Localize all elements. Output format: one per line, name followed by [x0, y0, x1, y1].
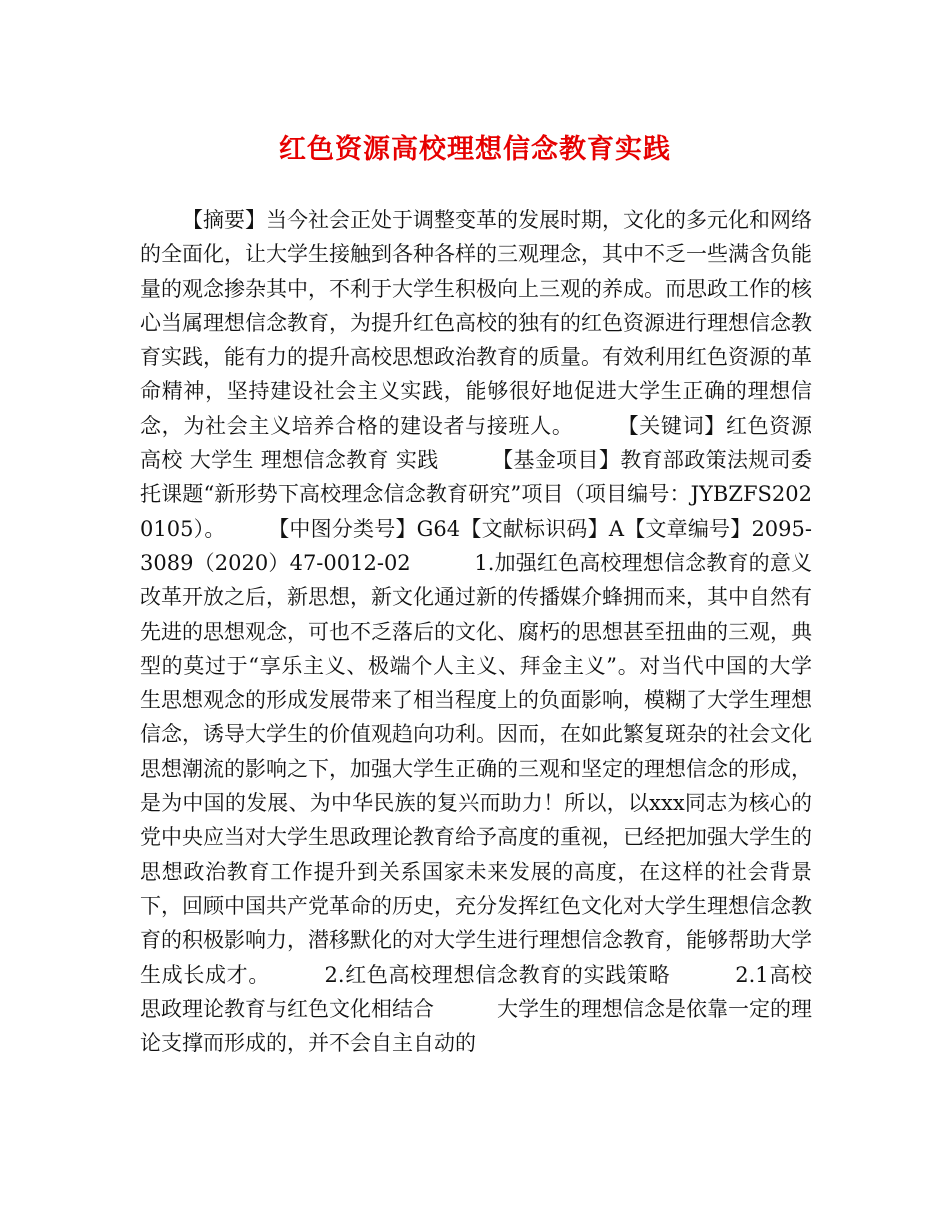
document-title: 红色资源高校理想信念教育实践 [279, 134, 671, 165]
document-body: 【摘要】当今社会正处于调整变革的发展时期，文化的多元化和网络的全面化，让大学生接触到各种各样的三观理念，其中不乏一些满含负能量的观念掺杂其中，不利于大学生积极向上三观的养成。而思政工作的核心当属理想信念教育，为提升红色高校的独有的红色资源进行理想信念教育实践，能有力的提升高校思想政治教育的质量。有效利用红色资源的革命精神，坚持建设社会主义实践，能够很好地促进大学生正确的理想信念，为社会主义培养合格的建设者与接班人。 【关键词】红色资源 高校 大学生 理想信念教育 实践 【基金项目】教育部政策法规司委托课题“新形势下高校理念信念教育研究”项目（项目编号：JYBZFS2020105）。 【中图分类号】G64【文献标识码】A【文章编号】2095-3089（2020）47-0012-02 1.加强红色高校理想信念教育的意义 改革开放之后，新思想，新文化通过新的传播媒介蜂拥而来，其中自然有先进的思想观念，可也不乏落后的文化、腐朽的思想甚至扭曲的三观，典型的莫过于“享乐主义、极端个人主义、拜金主义”。对当代中国的大学生思想观念的形成发展带来了相当程度上的负面影响，模糊了大学生理想信念，诱导大学生的价值观趋向功利。因而，在如此繁复斑杂的社会文化思想潮流的影响之下，加强大学生正确的三观和坚定的理想信念的形成，是为中国的发展、为中华民族的复兴而助力！所以，以xxx同志为核心的党中央应当对大学生思政理论教育给予高度的重视，已经把加强大学生的思想政治教育工作提升到关系国家未来发展的高度，在这样的社会背景下，回顾中国共产党革命的历史，充分发挥红色文化对大学生理想信念教育的积极影响力，潜移默化的对大学生进行理想信念教育，能够帮助大学生成长成才。 2.红色高校理想信念教育的实践策略 2.1高校思政理论教育与红色文化相结合 大学生的理想信念是依靠一定的理论支撑而形成的，并不会自主自动的 [140, 208, 875, 1056]
